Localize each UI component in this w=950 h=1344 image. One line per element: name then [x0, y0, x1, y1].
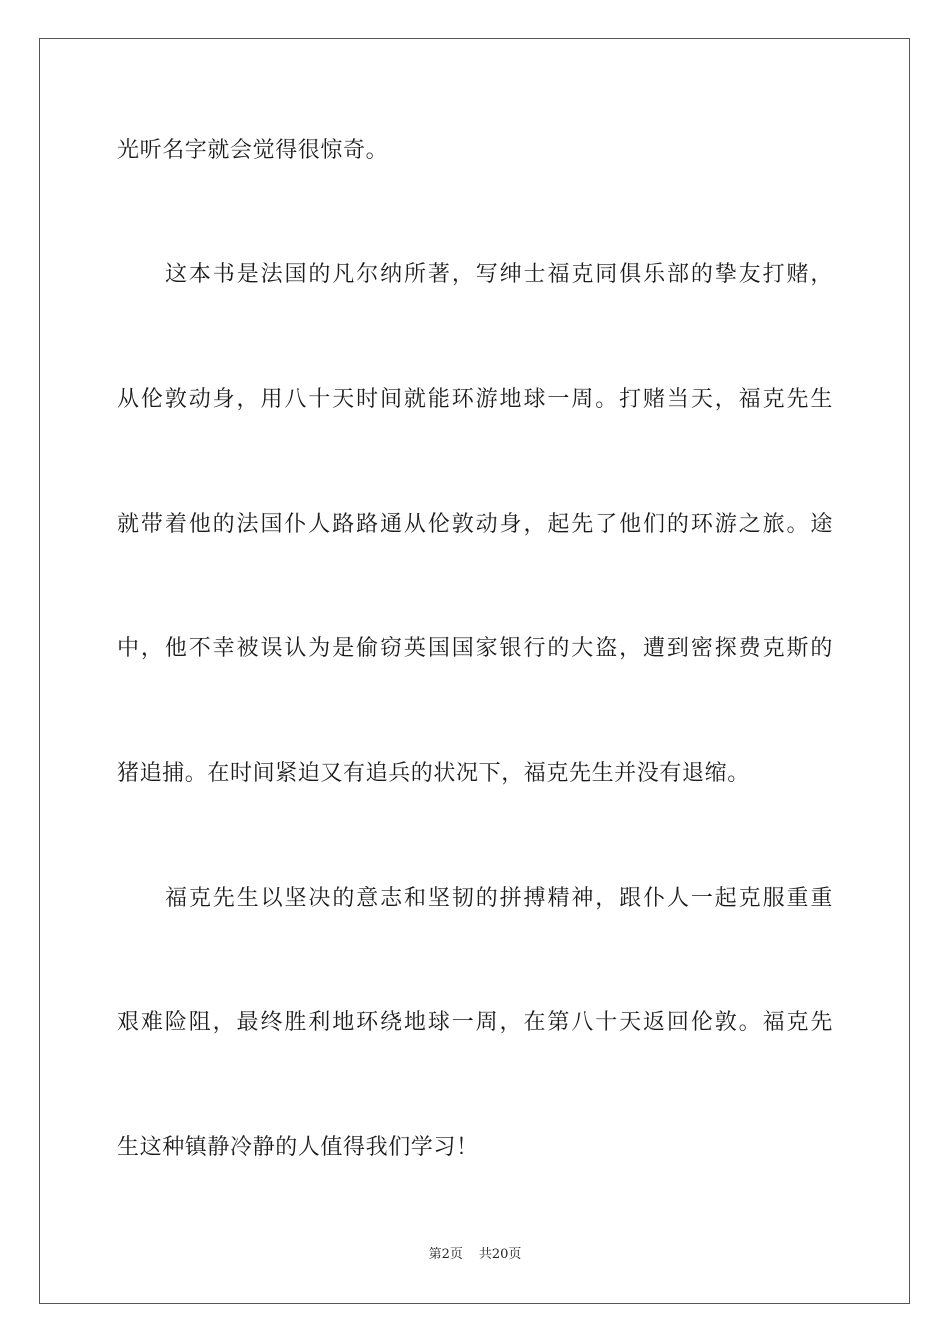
paragraph-line: 就带着他的法国仆人路路通从伦敦动身，起先了他们的环游之旅。途: [117, 512, 833, 537]
total-pages: 共20页: [478, 1247, 522, 1262]
paragraph-line: 从伦敦动身，用八十天时间就能环游地球一周。打赌当天，福克先生: [117, 387, 833, 412]
paragraph-line: 中，他不幸被误认为是偷窃英国国家银行的大盗，遭到密探费克斯的: [117, 636, 833, 661]
paragraph-line: 这本书是法国的凡尔纳所著，写绅士福克同俱乐部的挚友打赌，: [165, 262, 833, 287]
page-border: [39, 38, 910, 1304]
paragraph-line: 艰难险阻，最终胜利地环绕地球一周，在第八十天返回伦敦。福克先: [117, 1010, 833, 1035]
paragraph-line: 猪追捕。在时间紧迫又有追兵的状况下，福克先生并没有退缩。: [117, 761, 750, 786]
page-footer: [0, 1246, 950, 1264]
paragraph-line: 生这种镇静冷静的人值得我们学习！: [117, 1135, 479, 1160]
paragraph-line: 福克先生以坚决的意志和坚韧的拼搏精神，跟仆人一起克服重重: [165, 886, 833, 911]
page-number: 第2页: [428, 1247, 463, 1262]
paragraph-line: 光听名字就会觉得很惊奇。: [117, 138, 389, 163]
